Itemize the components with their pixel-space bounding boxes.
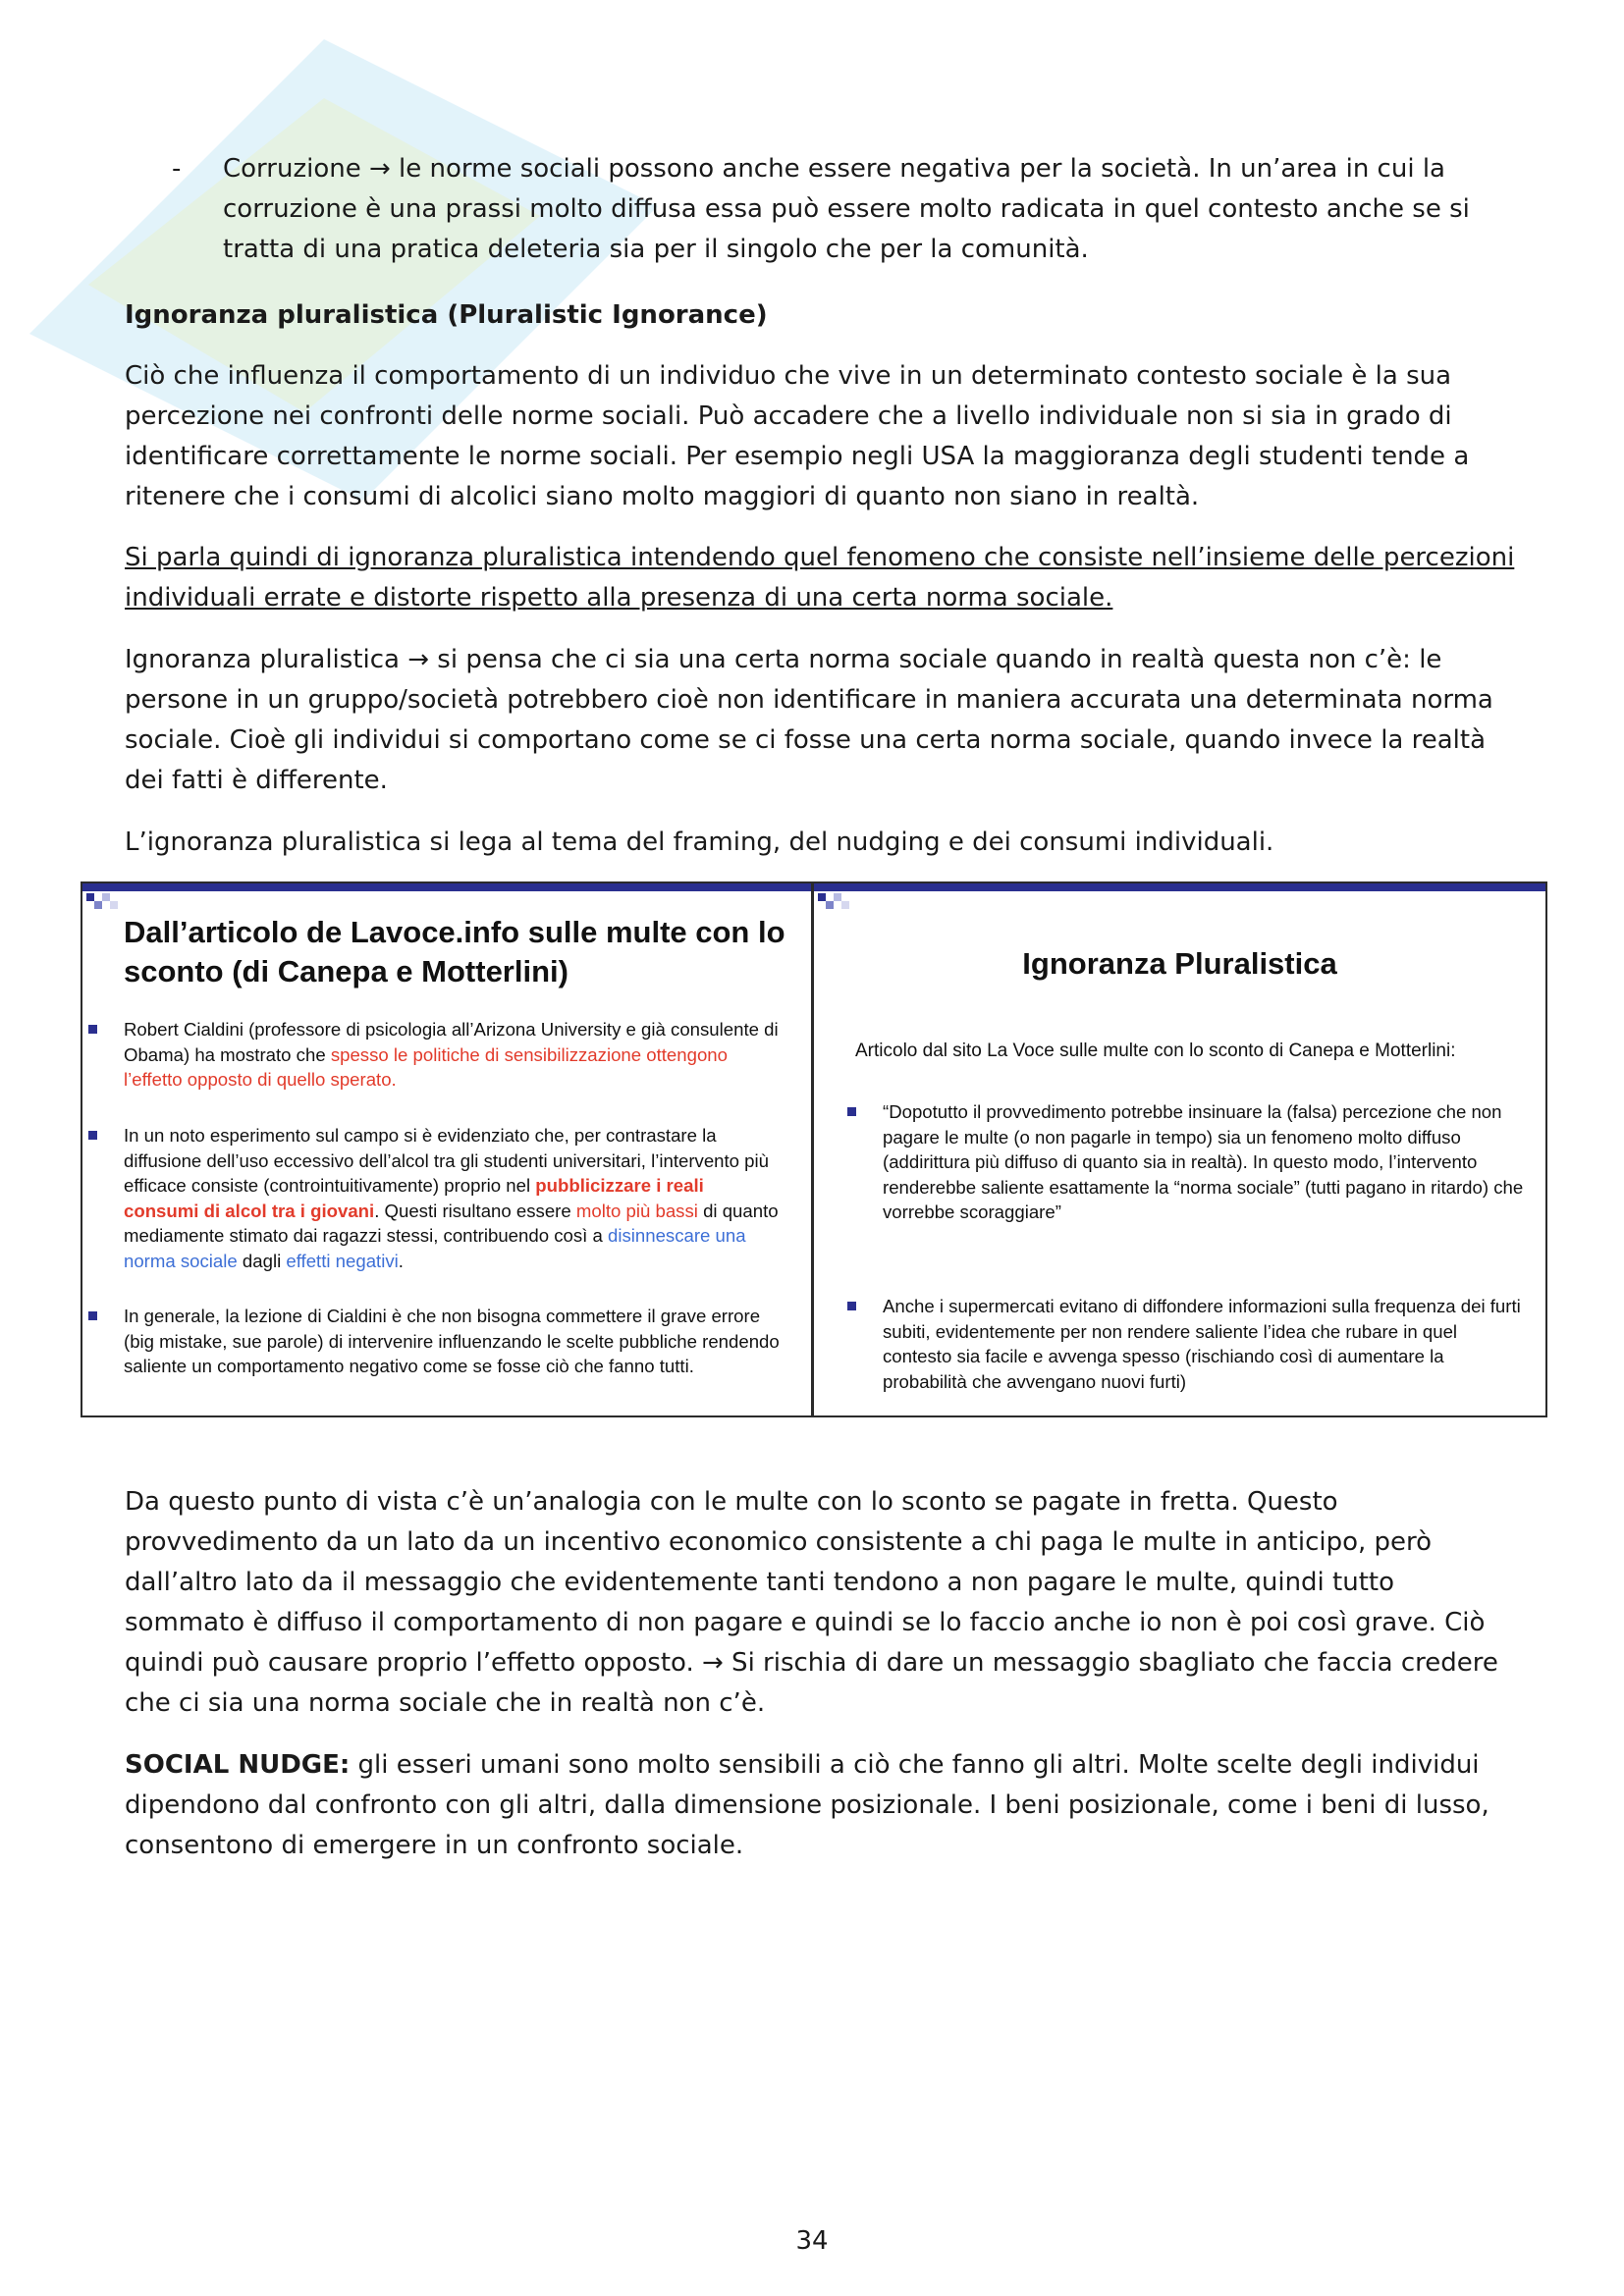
square-bullet-icon [88,1025,97,1034]
text: Robert Cialdini (professore di psicologia all’Arizona University e già consulente di Obama) ha mostrato che [124,1019,779,1065]
square-bullet-icon [88,1311,97,1320]
slide-right [814,883,1545,1415]
bullet-dash: - [172,154,182,184]
paragraph-5: Da questo punto di vista c’è un’analogia con le multe con lo sconto se pagate in fretta. Questo provvedimento da un lato da un incentivo economico consistente a chi paga le multe in anticipo, però dall’altro lato da il messaggio che evidentemente tanti tendono a non pagare le multe, quindi tutto sommato è diffuso il comportamento di non pagare e quindi se lo faccio anche io non è poi così grave. Ciò quindi può causare proprio l’effetto opposto. → Si rischia di dare un messaggio sbagliato che faccia credere che ci sia una norma sociale che in realtà non c’è. [125,1487,1498,1718]
highlight-red: spesso le politiche di sensibilizzazione ottengono l’effetto opposto di quello sperato. [124,1043,728,1090]
slide-right-bullet-2 [883,1294,1531,1394]
slide-top-bar [82,883,811,891]
square-bullet-icon [88,1131,97,1140]
slides-figure [81,881,1547,1417]
highlight-red: molto più bassi [575,1200,698,1221]
slide-right-title: Ignoranza Pluralistica [1022,946,1337,981]
paragraph-3: Ignoranza pluralistica → si pensa che ci sia una certa norma sociale quando in realtà questa non c’è: le persone in un gruppo/società potrebbero cioè non identificare in maniera accurata una determinata norma sociale. Cioè gli individui si comportano come se ci fosse una certa norma sociale, quando invece la realtà dei fatti è differente. [125,645,1493,795]
slide-left-bullet-2 [124,1123,782,1273]
slide-left-title: Dall’articolo de Lavoce.info sulle multe con lo sconto (di Canepa e Motterlini) [124,915,785,988]
section-heading: Ignoranza pluralistica (Pluralistic Ignorance) [125,300,768,330]
text: Anche i supermercati evitano di diffondere informazioni sulla frequenza dei furti subiti, evidentemente per non rendere saliente l’idea che rubare in quel contesto sia facile e avvenga spesso (rischiando così di aumentare la probabilità che avvengano nuovi furti) [883,1296,1521,1392]
bullet-text: Corruzione → le norme sociali possono anche essere negativa per la società. In un’area in cui la corruzione è una prassi molto diffusa essa può essere molto radicata in quel contesto anche se si tratta di una pratica deleteria sia per il singolo che per la comunità. [223,154,1470,264]
square-bullet-icon [847,1107,856,1116]
text: In un noto esperimento sul campo si è evidenziato che, per contrastare la diffusione dell’uso eccessivo dell’alcol tra gli studenti universitari, l’intervento più efficace consiste (controintuitivamente) proprio nel [124,1125,769,1196]
slide-decoration-icon [818,893,877,919]
paragraph-social-nudge [125,1745,1519,1866]
highlight-blue: effetti negativi [286,1250,399,1271]
slide-left-bullet-3 [124,1304,782,1379]
bullet-item-corruzione [125,149,1519,270]
square-bullet-icon [847,1302,856,1310]
slide-right-bullet-1 [883,1099,1531,1225]
paragraph-1: Ciò che influenza il comportamento di un individuo che vive in un determinato contesto sociale è la sua percezione nei confronti delle norme sociali. Può accadere che a livello individuale non si sia in grado di identificare correttamente le norme sociali. Per esempio negli USA la maggioranza degli studenti tende a ritenere che i consumi di alcolici siano molto maggiori di quanto non siano in realtà. [125,361,1470,511]
highlight-blue: disinnescare una norma sociale [124,1225,746,1271]
text: . [398,1250,404,1271]
slide-left [82,883,814,1415]
text: In generale, la lezione di Cialdini è che non bisogna commettere il grave errore (big mistake, sue parole) di intervenire influenzando le scelte pubbliche rendendo saliente un comportamento negativo come se fosse ciò che fanno tutti. [124,1306,780,1376]
social-nudge-label: SOCIAL NUDGE: [125,1750,351,1780]
text: di quanto mediamente stimato dai ragazzi stessi, contribuendo così a [124,1200,779,1246]
paragraph-4: L’ignoranza pluralistica si lega al tema del framing, del nudging e dei consumi individuali. [125,828,1274,857]
text: dagli [237,1250,287,1271]
highlight-red: pubblicizzare i reali consumi di alcol tra i giovani [124,1175,704,1221]
slide-right-intro: Articolo dal sito La Voce sulle multe con lo sconto di Canepa e Motterlini: [855,1041,1456,1061]
text: “Dopotutto il provvedimento potrebbe insinuare la (falsa) percezione che non pagare le multe (o non pagarle in tempo) sia un fenomeno molto diffuso (addirittura più diffuso di quanto sia in realtà). In questo modo, l’intervento renderebbe saliente esattamente la “norma sociale” (tutti pagano in ritardo) che vorrebbe scoraggiare” [883,1101,1524,1222]
page-number: 34 [795,2226,829,2256]
slide-top-bar [814,883,1545,891]
social-nudge-text: gli esseri umani sono molto sensibili a ciò che fanno gli altri. Molte scelte degli individui dipendono dal confronto con gli altri, dalla dimensione posizionale. I beni posizionale, come i beni di lusso, consentono di emergere in un confronto sociale. [125,1750,1489,1860]
slide-left-bullet-1 [124,1017,782,1093]
paragraph-2-underlined: Si parla quindi di ignoranza pluralistica intendendo quel fenomeno che consiste nell’insieme delle percezioni individuali errate e distorte rispetto alla presenza di una certa norma sociale. [125,543,1515,613]
text: . Questi risultano essere [374,1200,576,1221]
